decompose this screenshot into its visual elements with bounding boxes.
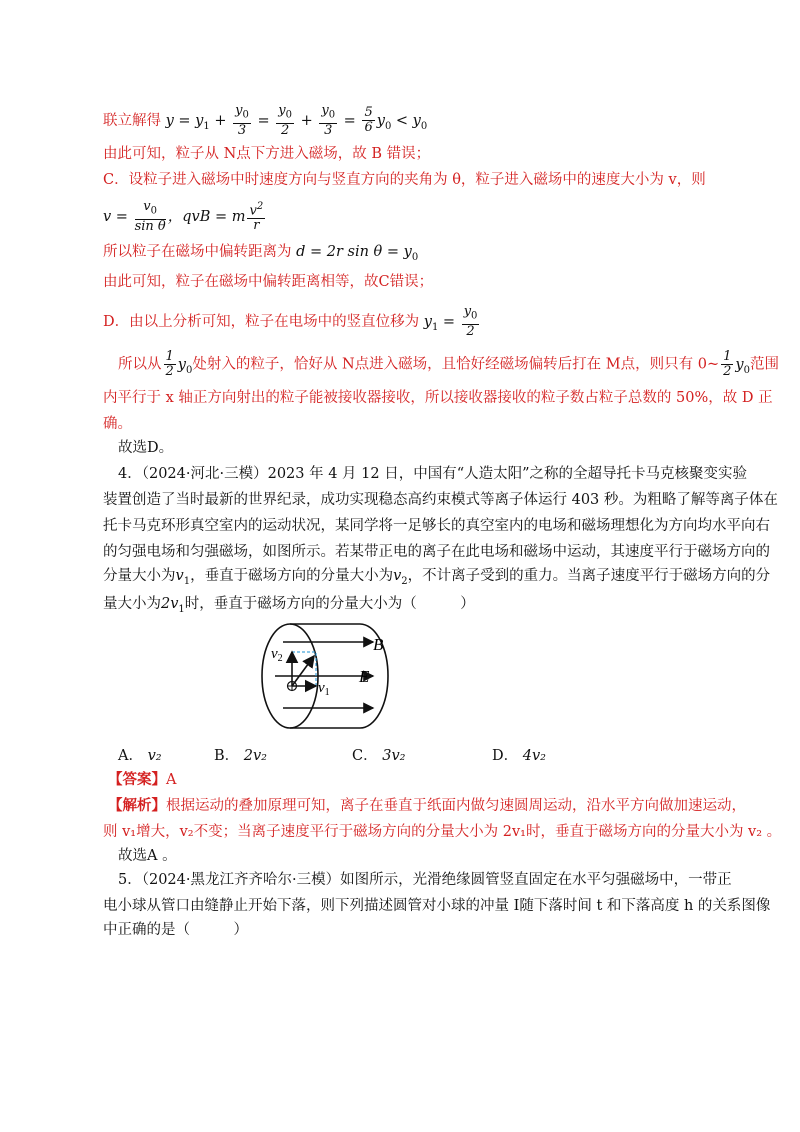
- solution-line-1: 联立解得 $y = y_1$ + $\frac{y_0}{3}$ = $\frac{y_0}{2}$ + $\frac{y_0}{3}$ = $\frac{5}{6}$ $y_0 < y_0$: [103, 103, 428, 138]
- label-E: E: [359, 667, 370, 686]
- q4-choice: 故选A 。: [118, 848, 177, 864]
- label-v2: $v_2$: [271, 646, 283, 664]
- q5-line-2: 电小球从管口由缝静止开始下落，则下列描述圆管对小球的冲量 I随下落时间 t 和下落高度 h 的关系图像: [103, 898, 771, 914]
- solution-line-5: 所以粒子在磁场中偏转距离为 d = 2r $\sin \theta = y_0$: [103, 244, 419, 263]
- q4-line-3: 托卡马克环形真空室内的运动状况，某同学将一足够长的真空室内的电场和磁场理想化为方向均水平向右: [103, 518, 770, 534]
- solution-line-10: 确。: [103, 416, 132, 432]
- label-B: B: [373, 635, 384, 654]
- q5-line-3: 中正确的是（ ）: [103, 922, 248, 938]
- solution-line-2: 由此可知，粒子从 N点下方进入磁场，故 B 错误；: [103, 146, 431, 162]
- solution-line-7: D．由以上分析可知，粒子在电场中的竖直位移为 $y_1$ = $\frac{y_0}{2}$: [103, 304, 478, 339]
- q4-option-a[interactable]: A． v₂: [118, 748, 162, 764]
- q4-answer: 【答案】A: [108, 771, 177, 788]
- solution-line-9: 内平行于 x 轴正方向射出的粒子能被接收器接收，所以接收器接收的粒子数占粒子总数的 50%，故 D 正: [103, 390, 773, 406]
- solution-line-6: 由此可知，粒子在磁场中偏转距离相等，故C错误；: [103, 274, 434, 290]
- q4-line-1: 4．（2024·河北·三模）2023 年 4 月 12 日，中国有“人造太阳”之称的全超导托卡马克核聚变实验: [118, 466, 748, 482]
- solution-choice: 故选D。: [118, 440, 174, 456]
- solution-formula-velocity: v = $\frac{v_0}{\text{sin θ}}$ ，qvB = m $\frac{v^2}{r}$: [103, 199, 264, 234]
- q4-line-6: 量大小为$2v_1$时，垂直于磁场方向的分量大小为（ ）: [103, 596, 475, 615]
- q4-figure-cylinder: [255, 620, 405, 732]
- q4-option-c[interactable]: C． 3v₂: [352, 748, 406, 764]
- q4-line-5: 分量大小为$v_1$，垂直于磁场方向的分量大小为$v_2$，不计离子受到的重力。当离子速度平行于磁场方向的分: [103, 568, 771, 587]
- q4-analysis-line-1: 【解析】根据运动的叠加原理可知，离子在垂直于纸面内做匀速圆周运动，沿水平方向做加速运动，: [108, 797, 746, 814]
- velocity-arrow: [292, 656, 314, 686]
- q5-line-1: 5．（2024·黑龙江齐齐哈尔·三模）如图所示，光滑绝缘圆管竖直固定在水平匀强磁场中，一带正: [118, 872, 732, 888]
- q4-line-2: 装置创造了当时最新的世界纪录，成功实现稳态高约束模式等离子体运行 403 秒。为粗略了解等离子体在: [103, 492, 778, 508]
- q4-analysis-line-2: 则 v₁增大，v₂不变；当离子速度平行于磁场方向的分量大小为 2v₁时，垂直于磁场方向的分量大小为 v₂ 。: [103, 824, 782, 840]
- q4-option-b[interactable]: B． 2v₂: [214, 748, 267, 764]
- label-v1: $v_1$: [318, 680, 330, 698]
- q4-option-d[interactable]: D． 4v₂: [492, 748, 546, 764]
- q4-line-4: 的匀强电场和匀强磁场，如图所示。若某带正电的离子在此电场和磁场中运动，其速度平行于磁场方向的: [103, 544, 770, 560]
- solution-line-3: C．设粒子进入磁场中时速度方向与竖直方向的夹角为 θ，粒子进入磁场中的速度大小为 v，则: [103, 172, 706, 188]
- solution-line-8: 所以从 $\frac{1}{2}$ $y_0$处射入的粒子，恰好从 N点进入磁场，且恰好经磁场偏转后打在 M点，则只有 0~ $\frac{1}{2}$ $y_0$范围: [118, 349, 779, 379]
